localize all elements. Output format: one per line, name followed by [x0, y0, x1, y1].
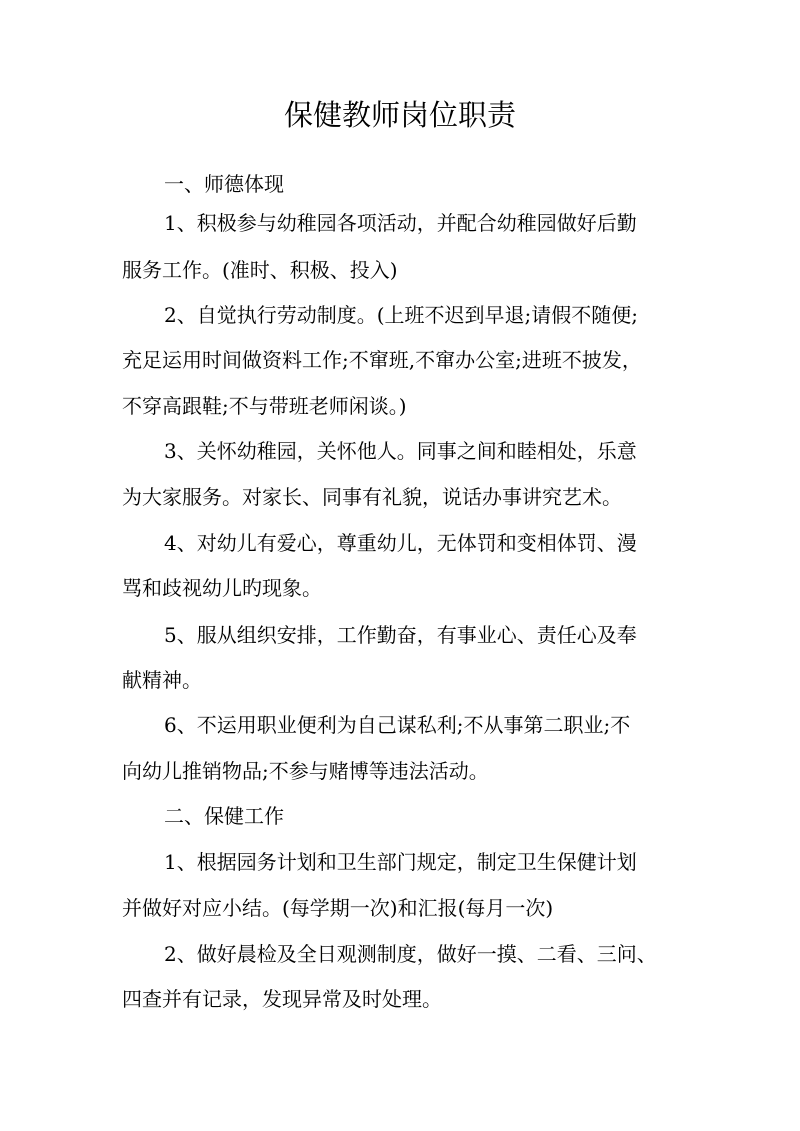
paragraph-line: 3、关怀幼稚园，关怀他人。同事之间和睦相处，乐意	[164, 439, 637, 463]
section-heading: 二、保健工作	[164, 804, 284, 828]
paragraph-line: 5、服从组织安排，工作勤奋，有事业心、责任心及奉	[164, 623, 637, 647]
paragraph-line: 为大家服务。对家长、同事有礼貌，说话办事讲究艺术。	[122, 485, 622, 509]
paragraph-line: 骂和歧视幼儿旳现象。	[122, 576, 322, 600]
section-heading: 一、师德体现	[164, 172, 284, 196]
paragraph-line: 2、自觉执行劳动制度。(上班不迟到早退;请假不随便;	[164, 303, 639, 327]
paragraph-line: 四查并有记录，发现异常及时处理。	[122, 987, 442, 1011]
paragraph-line: 2、做好晨检及全日观测制度，做好一摸、二看、三问、	[164, 942, 657, 966]
paragraph-line: 服务工作。(准时、积极、投入)	[122, 258, 398, 282]
paragraph-line: 4、对幼儿有爱心，尊重幼儿，无体罚和变相体罚、漫	[164, 531, 637, 555]
paragraph-line: 并做好对应小结。(每学期一次)和汇报(每月一次)	[122, 896, 554, 920]
paragraph-line: 充足运用时间做资料工作;不窜班,不窜办公室;进班不披发，	[122, 348, 642, 372]
paragraph-line: 不穿高跟鞋;不与带班老师闲谈。)	[122, 394, 407, 418]
paragraph-line: 向幼儿推销物品;不参与赌博等违法活动。	[122, 759, 489, 783]
document-title: 保健教师岗位职责	[283, 98, 516, 132]
paragraph-line: 1、积极参与幼稚园各项活动，并配合幼稚园做好后勤	[164, 211, 637, 235]
paragraph-line: 献精神。	[122, 668, 202, 692]
paragraph-line: 6、不运用职业便利为自己谋私利;不从事第二职业;不	[164, 713, 631, 737]
paragraph-line: 1、根据园务计划和卫生部门规定，制定卫生保健计划	[164, 850, 637, 874]
